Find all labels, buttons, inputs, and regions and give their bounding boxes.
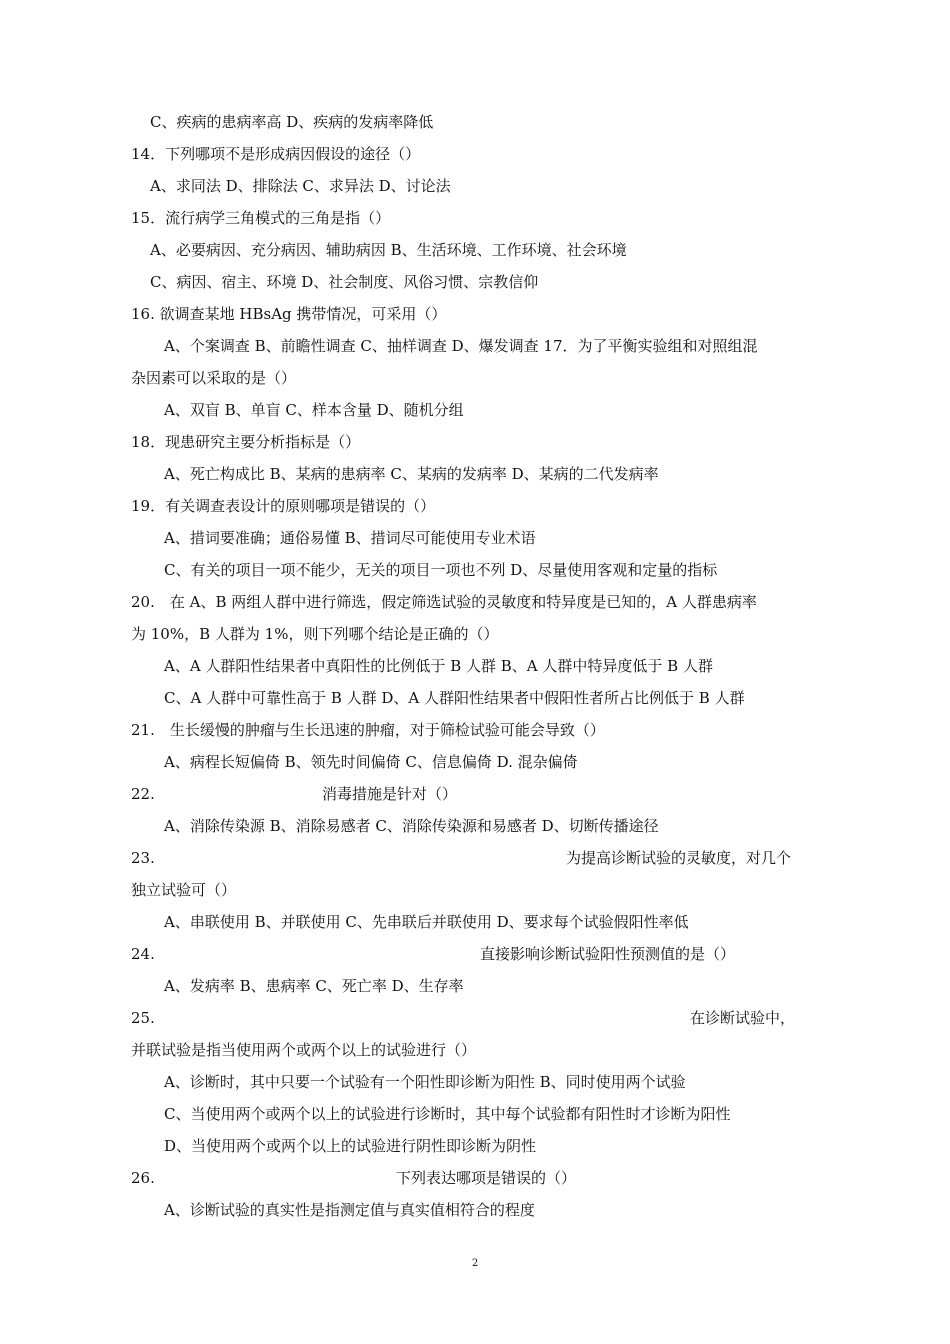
option-line: C、有关的项目一项不能少，无关的项目一项也不列 D、尽量使用客观和定量的指标: [164, 561, 718, 579]
option-line: A、必要病因、充分病因、辅助病因 B、生活环境、工作环境、社会环境: [150, 241, 627, 259]
question-16: 16. 欲调查某地 HBsAg 携带情况，可采用（）: [131, 305, 447, 323]
question-25-number: 25.: [131, 1009, 155, 1027]
question-24-text: 直接影响诊断试验阳性预测值的是（）: [480, 945, 736, 963]
option-line: A、诊断时，其中只要一个试验有一个阳性即诊断为阳性 B、同时使用两个试验: [164, 1073, 686, 1091]
question-26-text: 下列表达哪项是错误的（）: [396, 1169, 577, 1187]
question-18: 18．现患研究主要分析指标是（）: [131, 433, 361, 451]
question-23-continued: 独立试验可（）: [131, 881, 237, 899]
option-line: A、病程长短偏倚 B、领先时间偏倚 C、信息偏倚 D. 混杂偏倚: [164, 753, 578, 771]
question-22-text: 消毒措施是针对（）: [322, 785, 458, 803]
question-26-number: 26.: [131, 1169, 155, 1187]
option-line: A、死亡构成比 B、某病的患病率 C、某病的发病率 D、某病的二代发病率: [164, 465, 659, 483]
question-24-number: 24.: [131, 945, 155, 963]
option-line: A、发病率 B、患病率 C、死亡率 D、生存率: [164, 977, 464, 995]
question-25-continued: 并联试验是指当使用两个或两个以上的试验进行（）: [131, 1041, 477, 1059]
option-line: A、A 人群阳性结果者中真阳性的比例低于 B 人群 B、A 人群中特异度低于 B 人群: [164, 657, 713, 675]
question-20: 20. 在 A、B 两组人群中进行筛选，假定筛选试验的灵敏度和特异度是已知的，A 人群患病率: [131, 593, 757, 611]
option-line: A、求同法 D、排除法 C、求异法 D、讨论法: [150, 177, 451, 195]
question-15: 15．流行病学三角模式的三角是指（）: [131, 209, 391, 227]
question-25-text: 在诊断试验中，: [690, 1009, 796, 1027]
option-line: A、消除传染源 B、消除易感者 C、消除传染源和易感者 D、切断传播途径: [164, 817, 659, 835]
option-line: C、病因、宿主、环境 D、社会制度、风俗习惯、宗教信仰: [150, 273, 539, 291]
option-line: C、当使用两个或两个以上的试验进行诊断时，其中每个试验都有阳性时才诊断为阳性: [164, 1105, 731, 1123]
option-line: A、双盲 B、单盲 C、样本含量 D、随机分组: [164, 401, 464, 419]
question-22-number: 22.: [131, 785, 155, 803]
question-23-number: 23.: [131, 849, 155, 867]
question-20-continued: 为 10%，B 人群为 1%，则下列哪个结论是正确的（）: [131, 625, 499, 643]
question-14: 14．下列哪项不是形成病因假设的途径（）: [131, 145, 421, 163]
question-19: 19．有关调查表设计的原则哪项是错误的（）: [131, 497, 436, 515]
page-number: 2: [471, 1258, 479, 1269]
option-line: A、诊断试验的真实性是指测定值与真实值相符合的程度: [164, 1201, 535, 1219]
option-line: D、当使用两个或两个以上的试验进行阴性即诊断为阴性: [164, 1137, 537, 1155]
option-line: A、措词要准确；通俗易懂 B、措词尽可能使用专业术语: [164, 529, 536, 547]
option-line: A、串联使用 B、并联使用 C、先串联后并联使用 D、要求每个试验假阳性率低: [164, 913, 689, 931]
question-23-text: 为提高诊断试验的灵敏度，对几个: [566, 849, 792, 867]
question-21: 21. 生长缓慢的肿瘤与生长迅速的肿瘤，对于筛检试验可能会导致（）: [131, 721, 605, 739]
option-line: C、疾病的患病率高 D、疾病的发病率降低: [150, 113, 434, 131]
option-line: A、个案调查 B、前瞻性调查 C、抽样调查 D、爆发调查 17．为了平衡实验组和对照组混: [164, 337, 758, 355]
question-17-continued: 杂因素可以采取的是（）: [131, 369, 297, 387]
option-line: C、A 人群中可靠性高于 B 人群 D、A 人群阳性结果者中假阳性者所占比例低于 B 人群: [164, 689, 745, 707]
